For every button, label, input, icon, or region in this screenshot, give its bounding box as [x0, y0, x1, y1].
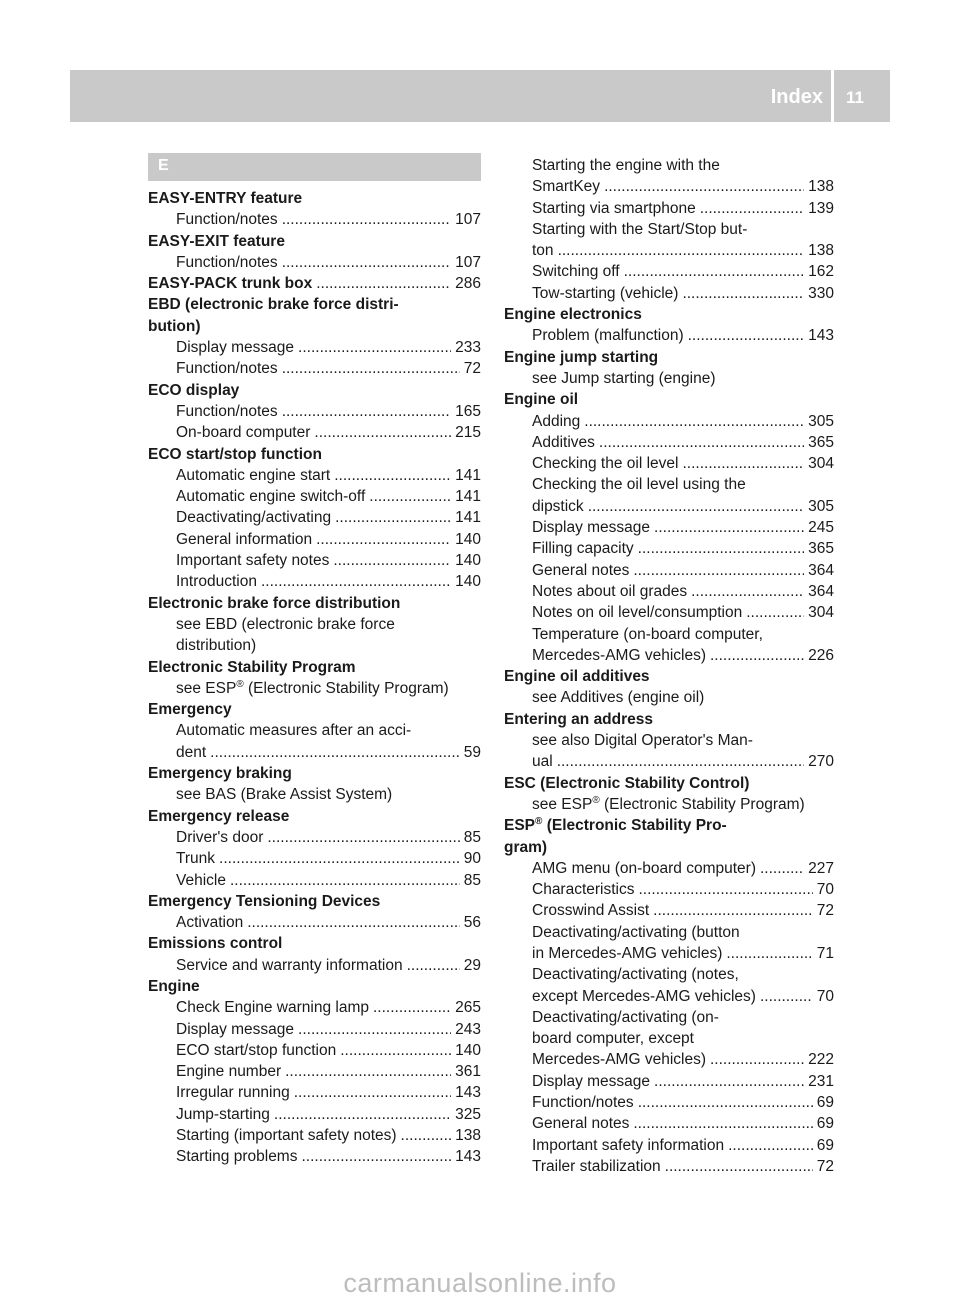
entry-label: Irregular running — [176, 1084, 290, 1102]
dot-leader — [558, 240, 805, 261]
entry-label: On-board computer — [176, 424, 311, 442]
entry-label: General notes — [532, 1115, 630, 1133]
index-subentry — [148, 848, 481, 869]
dot-leader — [294, 1082, 451, 1103]
entry-page-number: 107 — [455, 211, 481, 229]
entry-label: Display message — [176, 339, 295, 357]
entry-label: ECO start/stop function — [176, 1041, 337, 1059]
entry-page-number: 107 — [455, 253, 481, 271]
index-subentry-text: see EBD (electronic brake force — [176, 615, 395, 633]
dot-leader — [584, 411, 804, 432]
index-subentry — [148, 571, 481, 592]
entry-page-number: 141 — [455, 488, 481, 506]
entry-page-number: 138 — [455, 1127, 481, 1145]
index-subentry — [148, 209, 481, 230]
index-subentry — [148, 1061, 481, 1082]
dot-leader — [369, 486, 451, 507]
index-subentry-text: Deactivating/activating (on- — [532, 1008, 719, 1026]
index-subentry-text: Checking the oil level using the — [532, 476, 746, 494]
entry-page-number: 286 — [455, 275, 481, 293]
entry-label: Service and warranty information — [176, 956, 403, 974]
dot-leader — [334, 465, 451, 486]
registered-mark: ® — [592, 794, 600, 806]
index-subentry — [148, 870, 481, 891]
entry-page-number: 305 — [808, 497, 834, 515]
entry-label: Notes on oil level/consumption — [532, 604, 743, 622]
index-heading: Engine oil additives — [504, 668, 650, 686]
entry-label: Mercedes-AMG vehicles) — [532, 1051, 706, 1069]
index-subentry — [148, 422, 481, 443]
index-subentry — [504, 986, 834, 1007]
entry-page-number: 69 — [816, 1115, 834, 1133]
entry-page-number: 325 — [455, 1105, 481, 1123]
entry-page-number: 90 — [463, 850, 481, 868]
dot-leader — [267, 827, 459, 848]
entry-label: Function/notes — [176, 211, 278, 229]
index-heading: Engine oil — [504, 391, 579, 409]
entry-page-number: 222 — [808, 1051, 834, 1069]
dot-leader — [688, 325, 805, 346]
index-subentry — [148, 742, 481, 763]
section-letter: E — [158, 157, 169, 174]
registered-mark: ® — [535, 816, 543, 828]
entry-label: Function/notes — [176, 253, 278, 271]
entry-label: EASY-PACK trunk box — [148, 275, 313, 293]
index-subentry — [504, 261, 834, 282]
entry-label: Trunk — [176, 850, 216, 868]
index-subentry — [504, 645, 834, 666]
entry-label: Automatic engine switch-off — [176, 488, 366, 506]
dot-leader — [638, 538, 804, 559]
index-heading: bution) — [148, 317, 201, 335]
dot-leader — [274, 1104, 451, 1125]
index-subentry-text: see BAS (Brake Assist System) — [176, 786, 393, 804]
entry-page-number: 364 — [808, 582, 834, 600]
index-subentry — [148, 827, 481, 848]
entry-page-number: 69 — [816, 1094, 834, 1112]
entry-page-number: 231 — [808, 1072, 834, 1090]
entry-label: Introduction — [176, 573, 257, 591]
header-title: Index — [770, 86, 823, 108]
dot-leader — [316, 273, 451, 294]
dot-leader — [760, 858, 804, 879]
index-subentry — [148, 486, 481, 507]
entry-label: Vehicle — [176, 871, 226, 889]
entry-label: Characteristics — [532, 881, 635, 899]
entry-page-number: 29 — [463, 956, 481, 974]
entry-page-number: 143 — [808, 327, 834, 345]
index-heading: Engine — [148, 977, 200, 995]
entry-page-number: 140 — [455, 530, 481, 548]
entry-page-number: 138 — [808, 242, 834, 260]
watermark: carmanualsonline.info — [343, 1268, 617, 1298]
entry-text: see ESP — [532, 795, 593, 813]
entry-text: see ESP — [176, 679, 237, 697]
index-heading: Emergency Tensioning Devices — [148, 892, 381, 910]
index-subentry — [504, 411, 834, 432]
index-subentry — [504, 325, 834, 346]
index-subentry — [148, 507, 481, 528]
index-subentry — [504, 1156, 834, 1177]
entry-label: Jump-starting — [176, 1105, 270, 1123]
index-subentry — [504, 538, 834, 559]
entry-label: Tow-starting (vehicle) — [532, 284, 679, 302]
index-subentry-text: see Additives (engine oil) — [532, 689, 705, 707]
entry-label: Function/notes — [532, 1094, 634, 1112]
index-subentry — [504, 560, 834, 581]
entry-label: Starting problems — [176, 1148, 298, 1166]
dot-leader — [691, 581, 804, 602]
dot-leader — [710, 645, 804, 666]
dot-leader — [638, 1092, 813, 1113]
index-heading: ECO display — [148, 381, 240, 399]
dot-leader — [682, 283, 804, 304]
entry-page-number: 304 — [808, 455, 834, 473]
dot-leader — [230, 870, 460, 891]
entry-page-number: 245 — [808, 519, 834, 537]
index-subentry — [504, 517, 834, 538]
entry-page-number: 138 — [808, 178, 834, 196]
entry-label: Important safety notes — [176, 552, 330, 570]
index-heading: Electronic brake force distribution — [148, 594, 401, 612]
index-column-right — [504, 155, 834, 1177]
index-subentry — [148, 465, 481, 486]
dot-leader — [760, 986, 813, 1007]
index-heading: ECO start/stop function — [148, 445, 322, 463]
index-subentry-text: Deactivating/activating (button — [532, 923, 740, 941]
dot-leader — [247, 912, 460, 933]
dot-leader — [700, 198, 804, 219]
entry-page-number: 140 — [455, 573, 481, 591]
index-subentry-text: Automatic measures after an acci- — [176, 722, 412, 740]
dot-leader — [282, 209, 451, 230]
dot-leader — [401, 1125, 452, 1146]
entry-page-number: 305 — [808, 412, 834, 430]
dot-leader — [710, 1049, 804, 1070]
index-subentry — [148, 358, 481, 379]
index-subentry — [504, 1113, 834, 1134]
dot-leader — [654, 1071, 804, 1092]
entry-page-number: 72 — [463, 360, 481, 378]
dot-leader — [210, 742, 460, 763]
entry-label: General notes — [532, 561, 630, 579]
dot-leader — [314, 422, 451, 443]
index-subentry — [504, 496, 834, 517]
index-subentry — [504, 1092, 834, 1113]
entry-page-number: 70 — [816, 987, 834, 1005]
entry-label: AMG menu (on-board computer) — [532, 859, 756, 877]
index-subentry — [504, 581, 834, 602]
index-subentry — [504, 176, 834, 197]
index-subentry — [504, 943, 834, 964]
dot-leader — [624, 261, 805, 282]
entry-label: Display message — [532, 519, 651, 537]
dot-leader — [282, 401, 451, 422]
entry-page-number: 162 — [808, 263, 834, 281]
entry-label: Filling capacity — [532, 540, 634, 558]
section-bar — [148, 153, 481, 181]
dot-leader — [746, 602, 804, 623]
dot-leader — [682, 453, 804, 474]
dot-leader — [298, 337, 451, 358]
index-subentry — [148, 955, 481, 976]
index-subentry — [148, 1040, 481, 1061]
dot-leader — [285, 1061, 451, 1082]
index-heading: Entering an address — [504, 710, 654, 728]
dot-leader — [301, 1146, 451, 1167]
entry-page-number: 139 — [808, 199, 834, 217]
entry-page-number: 233 — [455, 339, 481, 357]
entry-label: Starting (important safety notes) — [176, 1127, 397, 1145]
index-heading: Emergency release — [148, 807, 290, 825]
index-subentry — [504, 1071, 834, 1092]
index-subentry — [504, 1135, 834, 1156]
entry-label: Switching off — [532, 263, 620, 281]
entry-label: Important safety information — [532, 1136, 725, 1154]
entry-label: Automatic engine start — [176, 466, 331, 484]
index-heading: Emergency — [148, 701, 232, 719]
dot-leader — [633, 1113, 812, 1134]
entry-page-number: 56 — [463, 914, 481, 932]
index-subentry — [148, 997, 481, 1018]
index-subentry — [504, 751, 834, 772]
entry-page-number: 71 — [816, 944, 834, 962]
entry-page-number: 69 — [816, 1136, 834, 1154]
dot-leader — [316, 529, 451, 550]
entry-label: Additives — [532, 433, 595, 451]
entry-text: (Electronic Stability Program) — [243, 679, 449, 697]
entry-page-number: 140 — [455, 552, 481, 570]
entry-page-number: 72 — [816, 1157, 834, 1175]
dot-leader — [599, 432, 804, 453]
entry-text: (Electronic Stability Program) — [599, 795, 805, 813]
entry-page-number: 72 — [816, 902, 834, 920]
entry-label: Display message — [176, 1020, 295, 1038]
entry-label: Engine number — [176, 1063, 282, 1081]
entry-label: Trailer stabilization — [532, 1157, 661, 1175]
index-subentry — [148, 550, 481, 571]
index-subentry — [148, 1019, 481, 1040]
entry-text: (Electronic Stability Pro- — [542, 817, 727, 835]
entry-page-number: 141 — [455, 466, 481, 484]
entry-label: Adding — [532, 412, 581, 430]
entry-label: Activation — [176, 914, 244, 932]
dot-leader — [604, 176, 804, 197]
index-subentry — [504, 198, 834, 219]
entry-label: Starting via smartphone — [532, 199, 696, 217]
entry-label: ual — [532, 753, 553, 771]
index-subentry — [504, 283, 834, 304]
entry-page-number: 143 — [455, 1148, 481, 1166]
index-subentry — [148, 337, 481, 358]
index-heading: Emissions control — [148, 935, 283, 953]
index-heading: ESC (Electronic Stability Control) — [504, 774, 750, 792]
entry-label: Function/notes — [176, 360, 278, 378]
index-subentry-text: Starting with the Start/Stop but- — [532, 220, 748, 238]
dot-leader — [726, 943, 812, 964]
entry-label: General information — [176, 530, 313, 548]
index-heading: EASY-EXIT feature — [148, 232, 285, 250]
entry-page-number: 265 — [455, 999, 481, 1017]
entry-page-number: 85 — [463, 871, 481, 889]
index-subentry-text — [504, 794, 834, 815]
entry-page-number: 143 — [455, 1084, 481, 1102]
index-heading: EBD (electronic brake force distri- — [148, 296, 399, 314]
entry-page-number: 227 — [808, 859, 834, 877]
dot-leader — [335, 507, 451, 528]
index-subentry-text: Starting the engine with the — [532, 157, 720, 174]
entry-page-number: 365 — [808, 433, 834, 451]
entry-label: Display message — [532, 1072, 651, 1090]
dot-leader — [219, 848, 460, 869]
entry-page-number: 226 — [808, 646, 834, 664]
index-subentry — [148, 1146, 481, 1167]
entry-page-number: 330 — [808, 284, 834, 302]
entry-label: ton — [532, 242, 554, 260]
dot-leader — [728, 1135, 813, 1156]
index-subentry — [148, 1104, 481, 1125]
registered-mark: ® — [236, 678, 244, 690]
dot-leader — [282, 252, 451, 273]
entry-page-number: 215 — [455, 424, 481, 442]
entry-label: SmartKey — [532, 178, 601, 196]
dot-leader — [654, 517, 804, 538]
entry-page-number: 165 — [455, 402, 481, 420]
entry-label: Notes about oil grades — [532, 582, 688, 600]
entry-label: Function/notes — [176, 402, 278, 420]
entry-label: Driver's door — [176, 828, 264, 846]
index-subentry-text: see also Digital Operator's Man- — [532, 732, 753, 750]
dot-leader — [261, 571, 451, 592]
dot-leader — [639, 879, 813, 900]
dot-leader — [653, 900, 813, 921]
entry-page-number: 70 — [816, 881, 834, 899]
dot-leader — [557, 751, 804, 772]
entry-page-number: 361 — [455, 1063, 481, 1081]
index-subentry-text: see Jump starting (engine) — [532, 369, 716, 387]
index-subentry — [148, 1125, 481, 1146]
dot-leader — [407, 955, 460, 976]
entry-page-number: 364 — [808, 561, 834, 579]
entry-label: dipstick — [532, 497, 584, 515]
index-heading: Engine jump starting — [504, 348, 659, 366]
index-column-left — [148, 188, 481, 1168]
entry-page-number: 140 — [455, 1041, 481, 1059]
index-subentry-text — [148, 678, 481, 699]
index-subentry — [504, 240, 834, 261]
index-subentry-text: board computer, except — [532, 1030, 694, 1048]
entry-label: Check Engine warning lamp — [176, 999, 369, 1017]
header-divider — [831, 70, 834, 122]
dot-leader — [373, 997, 451, 1018]
index-subentry-text: Temperature (on-board computer, — [532, 625, 763, 643]
dot-leader — [298, 1019, 451, 1040]
index-subentry — [148, 273, 481, 294]
dot-leader — [633, 560, 804, 581]
index-heading: gram) — [504, 838, 548, 856]
entry-page-number: 243 — [455, 1020, 481, 1038]
index-subentry — [504, 602, 834, 623]
index-subentry — [504, 900, 834, 921]
entry-label: Mercedes-AMG vehicles) — [532, 646, 706, 664]
entry-page-number: 141 — [455, 509, 481, 527]
entry-page-number: 59 — [463, 743, 481, 761]
entry-page-number: 365 — [808, 540, 834, 558]
index-subentry-text: Deactivating/activating (notes, — [532, 966, 739, 984]
index-subentry — [148, 401, 481, 422]
index-heading: EASY-ENTRY feature — [148, 190, 303, 207]
entry-page-number: 85 — [463, 828, 481, 846]
entry-label: Checking the oil level — [532, 455, 679, 473]
index-subentry — [148, 1082, 481, 1103]
index-heading: Engine electronics — [504, 306, 642, 324]
entry-label: in Mercedes-AMG vehicles) — [532, 944, 723, 962]
dot-leader — [665, 1156, 813, 1177]
index-heading: Emergency braking — [148, 765, 292, 783]
index-subentry — [504, 879, 834, 900]
entry-page-number: 304 — [808, 604, 834, 622]
index-subentry-text: distribution) — [176, 637, 257, 655]
index-subentry — [504, 432, 834, 453]
page-number: 11 — [846, 88, 864, 107]
entry-label: Problem (malfunction) — [532, 327, 684, 345]
index-subentry — [148, 912, 481, 933]
dot-leader — [282, 358, 460, 379]
index-heading: Electronic Stability Program — [148, 658, 356, 676]
entry-label: Deactivating/activating — [176, 509, 332, 527]
entry-page-number: 270 — [808, 753, 834, 771]
entry-label: dent — [176, 743, 207, 761]
dot-leader — [333, 550, 451, 571]
index-heading — [504, 815, 834, 836]
dot-leader — [340, 1040, 451, 1061]
entry-text: ESP — [504, 817, 536, 835]
entry-label: except Mercedes-AMG vehicles) — [532, 987, 756, 1005]
index-subentry — [504, 858, 834, 879]
index-subentry — [148, 529, 481, 550]
dot-leader — [588, 496, 804, 517]
entry-label: Crosswind Assist — [532, 902, 650, 920]
index-subentry — [148, 252, 481, 273]
index-subentry — [504, 1049, 834, 1070]
index-subentry — [504, 453, 834, 474]
